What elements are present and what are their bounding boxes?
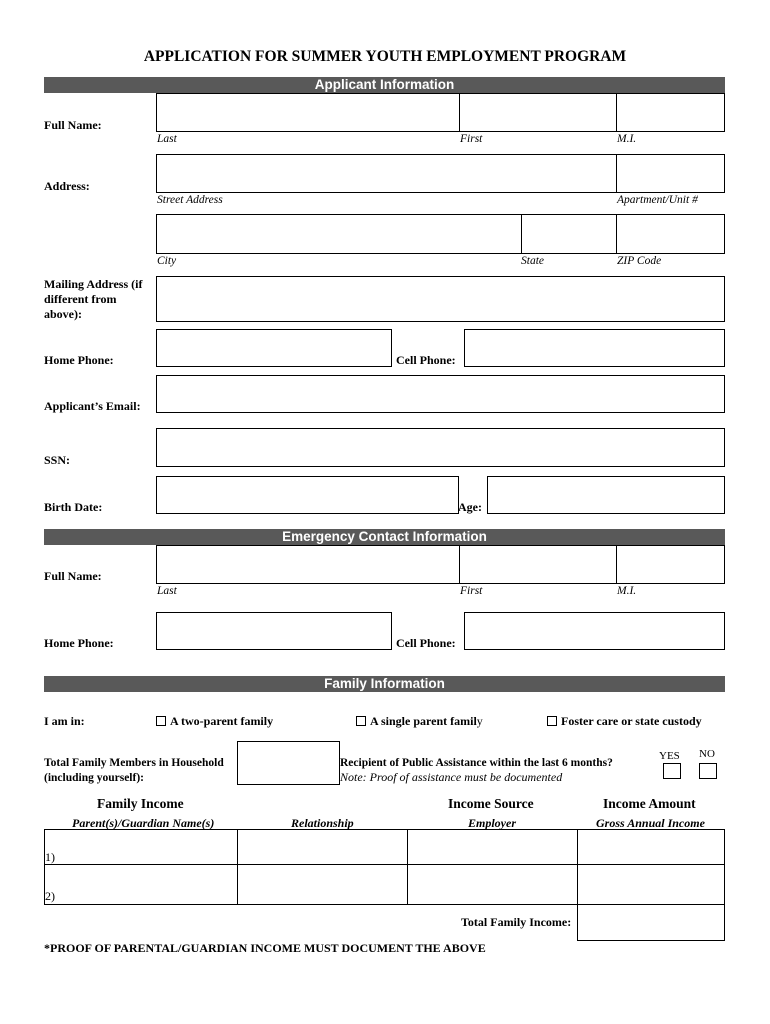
income-row1-relationship[interactable]: [237, 829, 408, 865]
last-caption: Last: [157, 133, 177, 145]
checkbox-foster-care[interactable]: [547, 716, 557, 726]
income-amount-heading: Income Amount: [603, 796, 696, 811]
checkbox-single-parent[interactable]: [356, 716, 366, 726]
row1-label: 1): [45, 850, 55, 864]
income-source-heading: Income Source: [448, 796, 534, 811]
ssn-field[interactable]: [156, 428, 725, 467]
iam-in-label: I am in:: [44, 714, 85, 728]
form-title: APPLICATION FOR SUMMER YOUTH EMPLOYMENT PROGRAM: [143, 48, 627, 65]
yes-label: YES: [659, 750, 680, 762]
col-header-relationship: Relationship: [291, 816, 354, 830]
income-row2-employer[interactable]: [407, 864, 578, 905]
applicant-section-header: Applicant Information: [44, 77, 725, 93]
option-single-parent[interactable]: A single parent family: [356, 714, 483, 729]
city-caption: City: [157, 255, 177, 267]
address-label: Address:: [44, 179, 90, 193]
city-field[interactable]: [156, 214, 522, 254]
income-row2-name[interactable]: [44, 864, 238, 905]
emergency-cell-phone-label: Cell Phone:: [396, 636, 456, 650]
apt-caption: Apartment/Unit #: [617, 194, 698, 206]
no-label: NO: [699, 748, 715, 760]
emergency-mi-caption: M.I.: [617, 585, 637, 597]
emergency-home-phone-label: Home Phone:: [44, 636, 114, 650]
birth-date-field[interactable]: [156, 476, 459, 514]
income-row1-employer[interactable]: [407, 829, 578, 865]
age-label: Age:: [458, 500, 482, 514]
applicant-cell-phone-label: Cell Phone:: [396, 353, 456, 367]
ssn-label: SSN:: [44, 453, 71, 467]
income-row2-gross[interactable]: [577, 864, 725, 905]
emergency-first-name-field[interactable]: [459, 545, 617, 584]
state-caption: State: [521, 255, 544, 267]
public-assistance-question: Recipient of Public Assistance within the last 6 months?: [340, 757, 613, 769]
mailing-address-field[interactable]: [156, 276, 725, 322]
option-two-parent[interactable]: A two-parent family: [156, 714, 273, 729]
street-caption: Street Address: [157, 194, 223, 206]
state-field[interactable]: [521, 214, 617, 254]
total-members-field[interactable]: [237, 741, 340, 785]
email-label: Applicant’s Email:: [44, 399, 141, 413]
no-checkbox[interactable]: [699, 763, 717, 779]
emergency-cell-phone-field[interactable]: [464, 612, 725, 650]
emergency-last-caption: Last: [157, 585, 177, 597]
emergency-home-phone-field[interactable]: [156, 612, 392, 650]
total-family-income-field[interactable]: [577, 904, 725, 941]
street-address-field[interactable]: [156, 154, 617, 193]
applicant-full-name-label: Full Name:: [44, 118, 102, 132]
age-field[interactable]: [487, 476, 725, 514]
row2-label: 2): [45, 889, 55, 903]
mailing-address-label: Mailing Address (if different from above):: [44, 277, 143, 321]
emergency-last-name-field[interactable]: [156, 545, 460, 584]
total-family-income-label: Total Family Income:: [461, 915, 572, 929]
email-field[interactable]: [156, 375, 725, 413]
family-section-header: Family Information: [44, 676, 725, 692]
income-row1-name[interactable]: [44, 829, 238, 865]
applicant-first-name-field[interactable]: [459, 93, 617, 132]
public-assistance-note: Note: Proof of assistance must be documented: [340, 770, 563, 784]
yes-checkbox[interactable]: [663, 763, 681, 779]
total-members-label: Total Family Members in Household (including yourself):: [44, 757, 224, 784]
family-income-heading: Family Income: [97, 796, 184, 811]
emergency-section-header: Emergency Contact Information: [44, 529, 725, 545]
applicant-home-phone-field[interactable]: [156, 329, 392, 367]
zip-caption: ZIP Code: [617, 255, 662, 267]
emergency-mi-field[interactable]: [616, 545, 725, 584]
applicant-cell-phone-field[interactable]: [464, 329, 725, 367]
checkbox-two-parent[interactable]: [156, 716, 166, 726]
income-row1-gross[interactable]: [577, 829, 725, 865]
applicant-mi-field[interactable]: [616, 93, 725, 132]
applicant-last-name-field[interactable]: [156, 93, 460, 132]
col-header-employer: Employer: [468, 816, 516, 830]
applicant-home-phone-label: Home Phone:: [44, 353, 114, 367]
emergency-full-name-label: Full Name:: [44, 569, 102, 583]
emergency-first-caption: First: [460, 585, 483, 597]
first-caption: First: [460, 133, 483, 145]
col-header-names: Parent(s)/Guardian Name(s): [72, 816, 215, 830]
option-foster-care[interactable]: Foster care or state custody: [547, 714, 702, 729]
col-header-gross: Gross Annual Income: [596, 816, 705, 830]
mi-caption: M.I.: [617, 133, 637, 145]
birth-date-label: Birth Date:: [44, 500, 103, 514]
income-row2-relationship[interactable]: [237, 864, 408, 905]
apartment-field[interactable]: [616, 154, 725, 193]
zip-field[interactable]: [616, 214, 725, 254]
proof-note: *PROOF OF PARENTAL/GUARDIAN INCOME MUST DOCUMENT THE ABOVE: [44, 941, 486, 955]
